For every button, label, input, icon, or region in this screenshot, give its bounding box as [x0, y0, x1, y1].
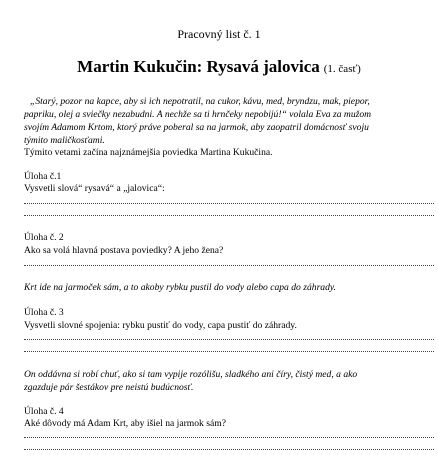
story-title-main: Martin Kukučin: Rysavá jalovica: [77, 57, 320, 76]
story-title: [0, 57, 438, 77]
worksheet-title: Pracovný list č. 1: [177, 27, 261, 41]
answer-line[interactable]: [24, 215, 434, 216]
task-2-text: Ako sa volá hlavná postava poviedky? A jeho žena?: [24, 245, 224, 256]
task-3-text: Vysvetli slovné spojenia: rybku pustiť do vody, capa pustiť do záhrady.: [24, 320, 297, 331]
intro-quote-line-1: „Starý, pozor na kapce, aby si ich nepotratil, na cukor, kávu, med, bryndzu, mak, piepor,: [30, 96, 370, 107]
excerpt-2-line-2: zgazduje pár šestákov pre neistú budúcnosť.: [24, 382, 194, 393]
answer-line[interactable]: [24, 351, 434, 352]
intro-quote-line-2: papriku, olej a sviečky nezabudni. A nechže sa ti hrnčeky nepobijú!“ volala Eva za mužom: [24, 109, 372, 120]
excerpt-1: Krt ide na jarmoček sám, a to akoby rybku pustil do vody alebo capa do záhrady.: [24, 282, 337, 293]
intro-plain-line: Týmito vetami začína najznámejšia poviedka Martina Kukučina.: [24, 147, 273, 158]
answer-line[interactable]: [24, 339, 434, 340]
story-part: (1. časť): [323, 63, 361, 75]
answer-line[interactable]: [24, 437, 434, 438]
task-3-title: Úloha č. 3: [24, 307, 64, 318]
answer-line[interactable]: [24, 265, 434, 266]
task-4-title: Úloha č. 4: [24, 406, 64, 417]
excerpt-2-line-1: On oddávna si robí chuť, ako si tam vypije rozólišu, sladkého ani číry, čistý med, a ako: [24, 369, 358, 380]
answer-line[interactable]: [24, 203, 434, 204]
answer-line[interactable]: [24, 449, 434, 450]
task-1-text: Vysvetli slová“ rysavá“ a „jalovica“:: [24, 183, 165, 194]
task-1-title: Úloha č.1: [24, 171, 62, 182]
intro-quote-line-4: týmito maličkosťami.: [24, 135, 105, 146]
intro-quote-line-3: svojím Adamom Krtom, ktorý práve poberal sa na jarmok, aby zaopatril domácnosť svoju: [24, 122, 369, 133]
task-2-title: Úloha č. 2: [24, 232, 64, 243]
task-4-text: Aké dôvody má Adam Krt, aby išiel na jarmok sám?: [24, 418, 226, 429]
